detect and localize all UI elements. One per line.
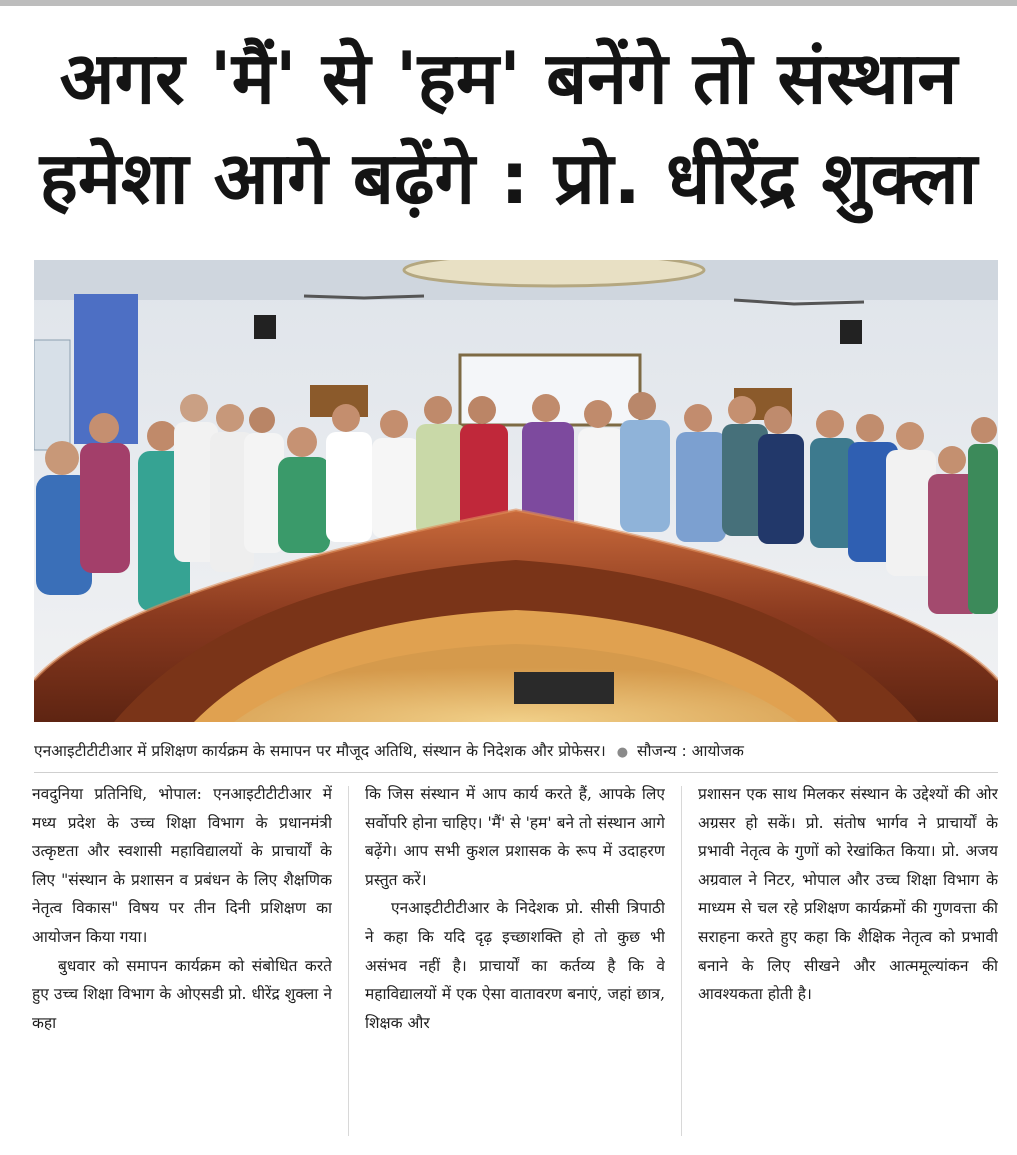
news-photo bbox=[34, 260, 998, 722]
paragraph: नवदुनिया प्रतिनिधि, भोपाल: एनआइटीटीटीआर में मध्य प्रदेश के उच्च शिक्षा विभाग के प्रधानमंत्री उत्कृष्टता और स्वशासी महाविद्यालयों के प्राचार्यों के लिए "संस्थान के प्रशासन व प्रबंधन के लिए शैक्षणिक नेतृत्व विकास" विषय पर तीन दिनी प्रशिक्षण का आयोजन किया गया। bbox=[32, 785, 332, 946]
article-column-2 bbox=[365, 780, 665, 1140]
paragraph: कि जिस संस्थान में आप कार्य करते हैं, आपके लिए सर्वोपरि होना चाहिए। 'मैं' से 'हम' बने तो संस्थान आगे बढ़ेंगे। आप सभी कुशल प्रशासक के रूप में उदाहरण प्रस्तुत करें। bbox=[365, 785, 665, 889]
article-column-1 bbox=[32, 780, 332, 1140]
floor-vent bbox=[514, 672, 614, 704]
headline bbox=[10, 28, 1007, 228]
ceiling-light bbox=[404, 260, 704, 286]
column-divider bbox=[681, 786, 682, 1136]
speaker-right bbox=[840, 320, 862, 344]
caption-text: एनआइटीटीटीआर में प्रशिक्षण कार्यक्रम के समापन पर मौजूद अतिथि, संस्थान के निदेशक और प्रोफेसर। bbox=[34, 742, 606, 760]
notice-board bbox=[34, 340, 70, 450]
paragraph: एनआइटीटीटीआर के निदेशक प्रो. सीसी त्रिपाठी ने कहा कि यदि दृढ़ इच्छाशक्ति हो तो कुछ भी असंभव नहीं है। प्राचार्यों का कर्तव्य है कि वे महाविद्यालयों में एक ऐसा वातावरण बनाएं, जहां छात्र, शिक्षक और bbox=[365, 899, 665, 1032]
person bbox=[968, 417, 998, 614]
paragraph: प्रशासन एक साथ मिलकर संस्थान के उद्देश्यों की ओर अग्रसर हो सकें। प्रो. संतोष भार्गव ने प्राचार्यों के प्रभावी नेतृत्व के गुणों को रेखांकित किया। प्रो. अजय अग्रवाल ने निटर, भोपाल और उच्च शिक्षा विभाग के माध्यम से चल रहे प्रशिक्षण कार्यक्रमों की गुणवत्ता की सराहना करते हुए कहा कि शैक्षिक नेतृत्व को प्रभावी बनाने के लिए सीखने और आत्ममूल्यांकन की आवश्यकता होती है। bbox=[698, 785, 998, 1004]
headline-line-1: अगर 'मैं' से 'हम' बनेंगे तो संस्थान bbox=[59, 36, 958, 120]
speaker-left bbox=[254, 315, 276, 339]
paragraph: बुधवार को समापन कार्यक्रम को संबोधित करते हुए उच्च शिक्षा विभाग के ओएसडी प्रो. धीरेंद्र शुक्ला ने कहा bbox=[32, 956, 332, 1032]
bullet-icon: ● bbox=[616, 745, 629, 760]
caption-divider bbox=[34, 772, 998, 773]
photo-credit: सौजन्य : आयोजक bbox=[636, 742, 744, 760]
article-column-3 bbox=[698, 780, 998, 1140]
column-divider bbox=[348, 786, 349, 1136]
photo-caption bbox=[34, 736, 998, 766]
headline-line-2: हमेशा आगे बढ़ेंगे : प्रो. धीरेंद्र शुक्ला bbox=[39, 136, 978, 220]
top-rule bbox=[0, 0, 1017, 6]
group-photo-illustration bbox=[34, 260, 998, 722]
